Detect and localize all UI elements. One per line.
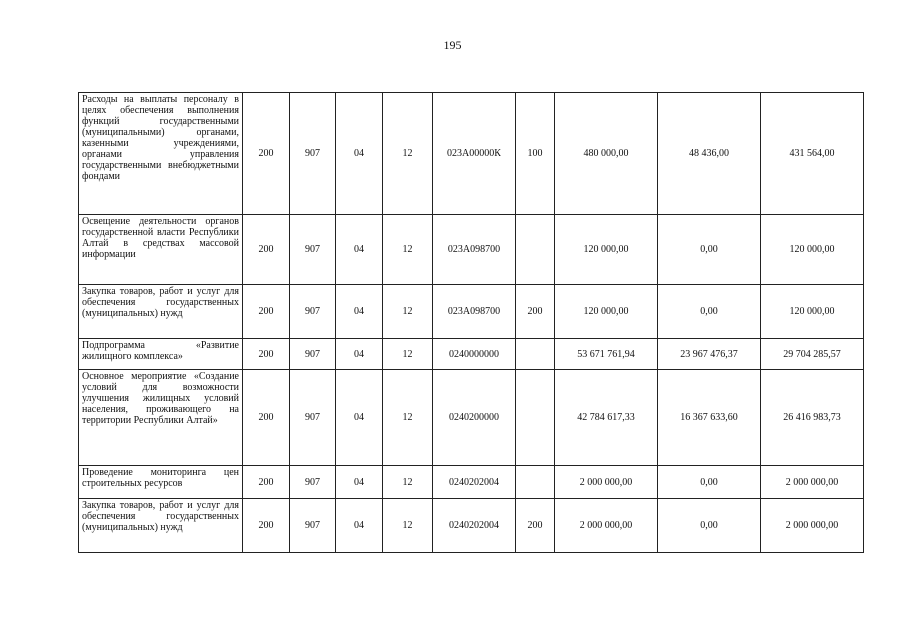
table-row	[79, 215, 864, 285]
amount-1-cell: 42 784 617,33	[555, 370, 658, 466]
section-cell: 04	[336, 466, 383, 499]
amount-2-cell: 23 967 476,37	[658, 339, 761, 370]
code-cell: 200	[243, 499, 290, 553]
subsection-cell: 12	[383, 93, 433, 215]
target-cell: 0240202004	[433, 466, 516, 499]
row-name: Подпрограмма «Развитие жилищного комплекса»	[79, 339, 243, 370]
amount-2-cell: 16 367 633,60	[658, 370, 761, 466]
subsection-cell: 12	[383, 339, 433, 370]
row-name: Расходы на выплаты персоналу в целях обеспечения выполнения функций государственными (муниципальными) органами, казенными учреждениями, органами управления государственными внебюджетными фондами	[79, 93, 243, 215]
amount-1-cell: 120 000,00	[555, 215, 658, 285]
amount-2-cell: 0,00	[658, 285, 761, 339]
ministry-cell: 907	[290, 215, 336, 285]
subsection-cell: 12	[383, 499, 433, 553]
code-cell: 200	[243, 339, 290, 370]
table-row	[79, 370, 864, 466]
expense-type-cell	[516, 370, 555, 466]
amount-2-cell: 0,00	[658, 499, 761, 553]
target-cell: 023A098700	[433, 285, 516, 339]
expense-type-cell	[516, 466, 555, 499]
ministry-cell: 907	[290, 499, 336, 553]
subsection-cell: 12	[383, 370, 433, 466]
code-cell: 200	[243, 93, 290, 215]
row-name: Освещение деятельности органов государственной власти Республики Алтай в средствах массовой информации	[79, 215, 243, 285]
subsection-cell: 12	[383, 215, 433, 285]
code-cell: 200	[243, 466, 290, 499]
row-name: Проведение мониторинга цен строительных ресурсов	[79, 466, 243, 499]
ministry-cell: 907	[290, 285, 336, 339]
code-cell: 200	[243, 285, 290, 339]
budget-table	[78, 92, 864, 553]
amount-3-cell: 431 564,00	[761, 93, 864, 215]
expense-type-cell	[516, 339, 555, 370]
amount-1-cell: 480 000,00	[555, 93, 658, 215]
subsection-cell: 12	[383, 466, 433, 499]
amount-2-cell: 0,00	[658, 215, 761, 285]
target-cell: 0240000000	[433, 339, 516, 370]
expense-type-cell: 100	[516, 93, 555, 215]
expense-type-cell	[516, 215, 555, 285]
target-cell: 023A098700	[433, 215, 516, 285]
row-name: Закупка товаров, работ и услуг для обеспечения государственных (муниципальных) нужд	[79, 285, 243, 339]
code-cell: 200	[243, 215, 290, 285]
table-row	[79, 499, 864, 553]
row-name: Основное мероприятие «Создание условий для возможности улучшения жилищных условий населения, проживающего на территории Республики Алтай»	[79, 370, 243, 466]
amount-3-cell: 120 000,00	[761, 285, 864, 339]
target-cell: 0240202004	[433, 499, 516, 553]
ministry-cell: 907	[290, 339, 336, 370]
amount-3-cell: 2 000 000,00	[761, 466, 864, 499]
amount-2-cell: 48 436,00	[658, 93, 761, 215]
code-cell: 200	[243, 370, 290, 466]
ministry-cell: 907	[290, 370, 336, 466]
subsection-cell: 12	[383, 285, 433, 339]
amount-2-cell: 0,00	[658, 466, 761, 499]
amount-3-cell: 2 000 000,00	[761, 499, 864, 553]
amount-1-cell: 53 671 761,94	[555, 339, 658, 370]
section-cell: 04	[336, 215, 383, 285]
section-cell: 04	[336, 499, 383, 553]
target-cell: 0240200000	[433, 370, 516, 466]
section-cell: 04	[336, 285, 383, 339]
amount-3-cell: 120 000,00	[761, 215, 864, 285]
amount-1-cell: 120 000,00	[555, 285, 658, 339]
section-cell: 04	[336, 370, 383, 466]
amount-1-cell: 2 000 000,00	[555, 466, 658, 499]
page-number: 195	[443, 38, 462, 52]
expense-type-cell: 200	[516, 285, 555, 339]
amount-1-cell: 2 000 000,00	[555, 499, 658, 553]
amount-3-cell: 26 416 983,73	[761, 370, 864, 466]
ministry-cell: 907	[290, 466, 336, 499]
amount-3-cell: 29 704 285,57	[761, 339, 864, 370]
row-name: Закупка товаров, работ и услуг для обеспечения государственных (муниципальных) нужд	[79, 499, 243, 553]
section-cell: 04	[336, 93, 383, 215]
table-row	[79, 285, 864, 339]
table-row	[79, 339, 864, 370]
expense-type-cell: 200	[516, 499, 555, 553]
target-cell: 023A00000К	[433, 93, 516, 215]
table-row	[79, 93, 864, 215]
section-cell: 04	[336, 339, 383, 370]
ministry-cell: 907	[290, 93, 336, 215]
table-row	[79, 466, 864, 499]
